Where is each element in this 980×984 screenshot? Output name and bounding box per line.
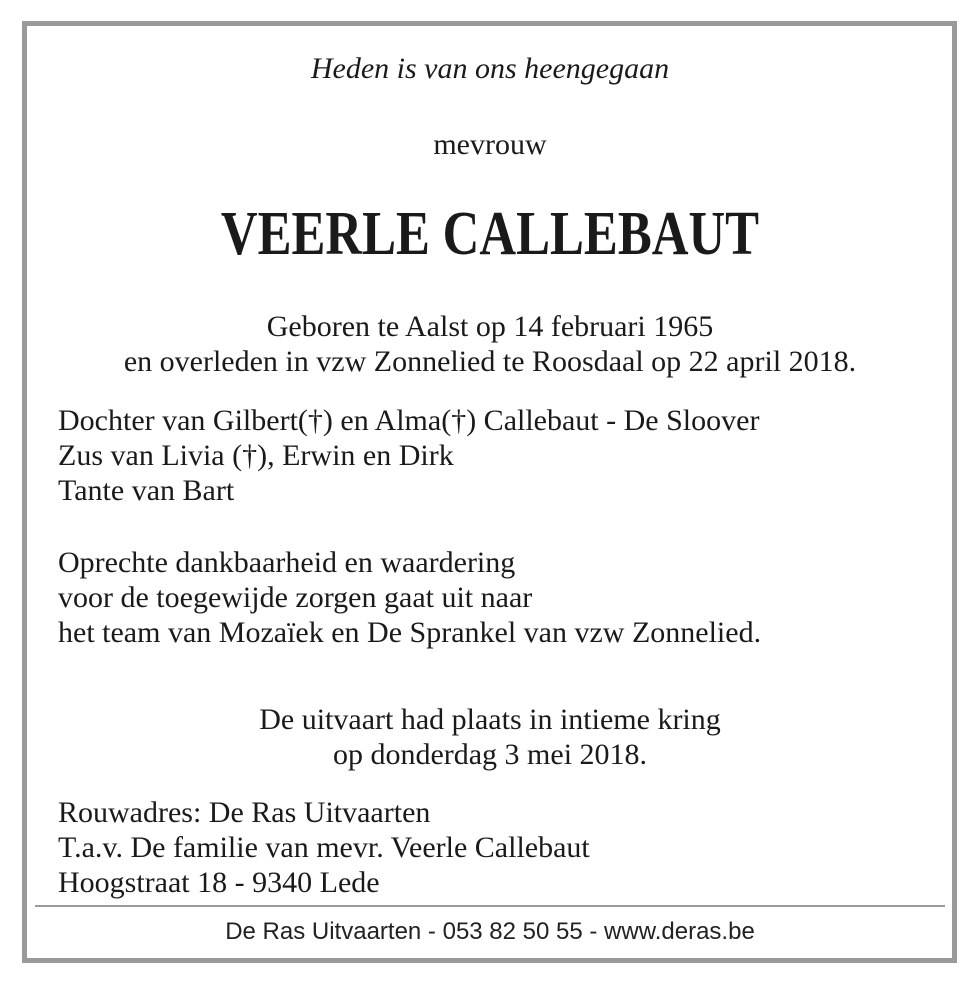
- family-line: Zus van Livia (†), Erwin en Dirk: [58, 439, 454, 472]
- address-line: Hoogstraat 18 - 9340 Lede: [58, 866, 380, 899]
- funeral-line: op donderdag 3 mei 2018.: [332, 738, 648, 771]
- address-line: T.a.v. De familie van mevr. Veerle Callebaut: [58, 831, 590, 864]
- address-block: [58, 795, 960, 900]
- intro-text: Heden is van ons heengegaan: [310, 52, 670, 85]
- funeral-block: [0, 702, 980, 772]
- family-line: Tante van Bart: [58, 474, 235, 507]
- family-block: [58, 403, 960, 508]
- footer-divider: [35, 905, 945, 907]
- gratitude-line: voor de toegewijde zorgen gaat uit naar: [58, 581, 533, 614]
- birth-death-block: [0, 309, 980, 379]
- funeral-line: De uitvaart had plaats in intieme kring: [259, 703, 721, 736]
- honorific-title: mevrouw: [433, 128, 547, 161]
- footer-contact: De Ras Uitvaarten - 053 82 50 55 - www.deras.be: [225, 918, 755, 945]
- birth-line: Geboren te Aalst op 14 februari 1965: [266, 310, 714, 343]
- gratitude-line: het team van Mozaïek en De Sprankel van vzw Zonnelied.: [58, 616, 762, 649]
- address-line: Rouwadres: De Ras Uitvaarten: [58, 796, 431, 829]
- gratitude-line: Oprechte dankbaarheid en waardering: [58, 546, 516, 579]
- deceased-name: VEERLE CALLEBAUT: [220, 200, 760, 268]
- family-line: Dochter van Gilbert(†) en Alma(†) Callebaut - De Sloover: [58, 404, 760, 437]
- death-line: en overleden in vzw Zonnelied te Roosdaal op 22 april 2018.: [123, 345, 857, 378]
- gratitude-block: [58, 545, 960, 650]
